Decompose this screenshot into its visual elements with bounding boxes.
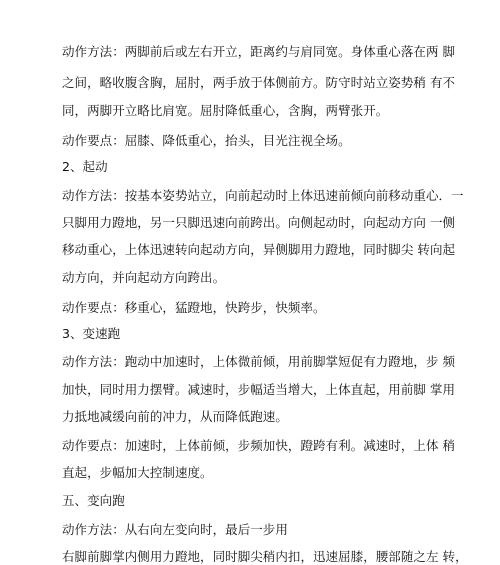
paragraph-line: 动作要点：加速时，上体前倾，步频加快，蹬跨有利。减速时，上体 稍: [62, 438, 456, 453]
section-heading: 2、起动: [62, 159, 108, 174]
section-heading: 五、变向跑: [62, 493, 125, 508]
section-heading: 3、变速跑: [62, 326, 121, 341]
paragraph-line: 动作方法：两脚前后或左右开立，距离约与肩同宽。身体重心落在两 脚: [62, 44, 456, 59]
paragraph-line: 移动重心，上体迅速转向起动方向，异侧脚用力蹬地，同时脚尖 转向起: [62, 242, 456, 257]
paragraph-line: 同，两脚开立略比肩宽。屈肘降低重心，含胸，两臂张开。: [62, 103, 389, 118]
paragraph-line: 动作要点：移重心，猛蹬地，快跨步，快频率。: [62, 300, 326, 315]
paragraph-line: 动作方法：按基本姿势站立，向前起动时上体迅速前倾向前移动重心．一: [62, 188, 464, 203]
paragraph-line: 只脚用力蹬地，另一只脚迅速向前跨出。向侧起动时，向起动方向 一侧: [62, 215, 456, 230]
paragraph-line: 右脚前脚掌内侧用力蹬地，同时脚尖稍内扣，迅速屈膝，腰部随之左 转，: [62, 549, 468, 564]
paragraph-line: 之间，略收腹含胸，屈肘，两手放于体侧前方。防守时站立姿势稍 有不: [62, 75, 456, 90]
paragraph-line: 动作方法：从右向左变向时，最后一步用: [62, 522, 288, 537]
paragraph-line: 加快，同时用力摆臂。减速时，步幅适当增大，上体直起，用前脚 掌用: [62, 382, 456, 397]
paragraph-line: 力抵地减缓向前的冲力，从而降低跑速。: [62, 409, 288, 424]
paragraph-line: 动作要点：屈膝、降低重心，抬头，目光注视全场。: [62, 133, 351, 148]
paragraph-line: 动作方法：跑动中加速时，上体微前倾，用前脚掌短促有力蹬地，步 频: [62, 354, 456, 369]
paragraph-line: 动方向，并向起动方向跨出。: [62, 270, 226, 285]
paragraph-line: 直起，步幅加大控制速度。: [62, 465, 213, 480]
